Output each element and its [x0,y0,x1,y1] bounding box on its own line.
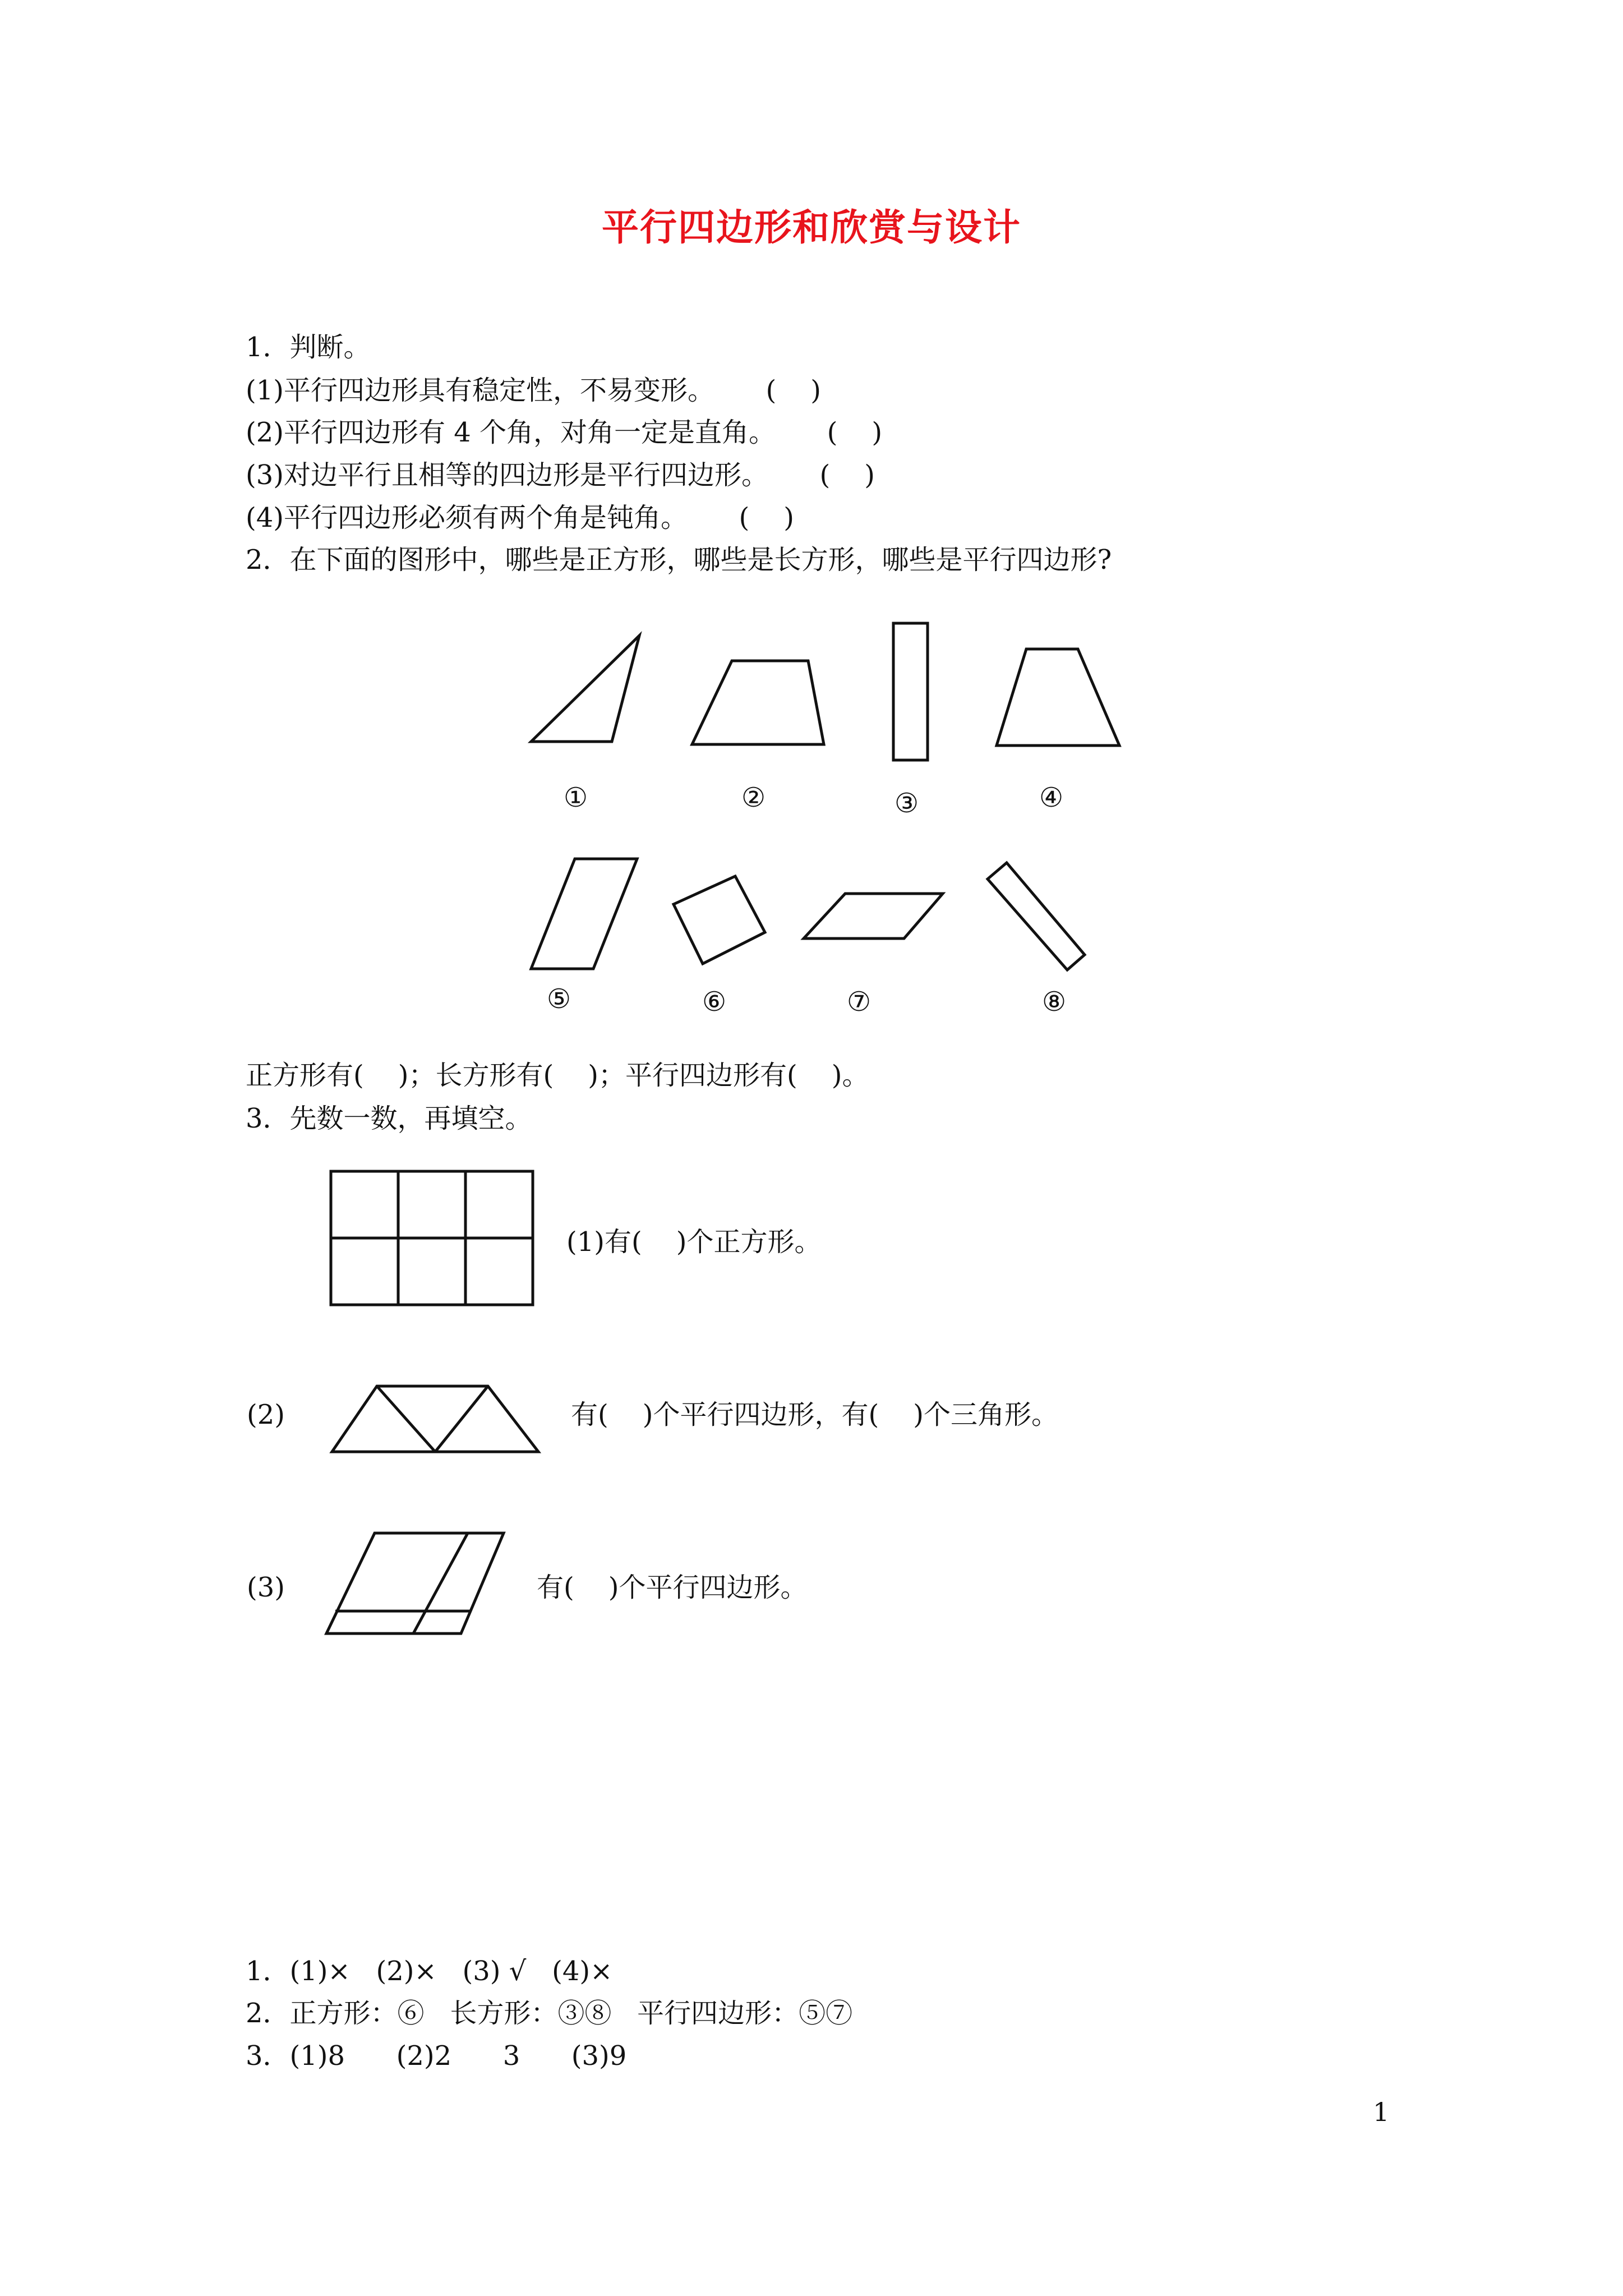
shape-label-2: ② [741,782,766,813]
q1-heading: 1．判断。 [246,332,371,363]
q2-heading: 2．在下面的图形中，哪些是正方形，哪些是长方形，哪些是平行四边形? [246,544,1112,576]
shape-label-1: ① [564,782,588,813]
page-number: 1 [1373,2097,1390,2127]
q3-sub3: 有( )个平行四边形。 [537,1572,808,1603]
shape-7-parallelogram [804,894,943,938]
q3-grid-figure [331,1171,533,1305]
q3-sub2: 有( )个平行四边形，有( )个三角形。 [571,1399,1058,1430]
q3-sub2-number: (2) [247,1399,285,1430]
q1-item-2: (2)平行四边形有 4 个角，对角一定是直角。 ( ) [246,417,883,448]
shape-3-tall-rectangle [893,623,928,760]
q2-fill-in: 正方形有( )；长方形有( )；平行四边形有( )。 [246,1060,869,1091]
shape-label-4: ④ [1039,782,1064,813]
shape-label-3: ③ [895,788,919,819]
q3-sub1: (1)有( )个正方形。 [566,1226,822,1258]
q3-heading: 3．先数一数，再填空。 [246,1103,532,1134]
q1-item-4: (4)平行四边形必须有两个角是钝角。 ( ) [246,502,795,533]
page-title: 平行四边形和欣赏与设计 [602,205,1021,249]
q3-sub3-number: (3) [247,1572,285,1603]
shape-label-6: ⑥ [702,986,727,1018]
q3-trapezoid-figure [332,1386,538,1452]
answer-line-2: 2．正方形：⑥ 长方形：③⑧ 平行四边形：⑤⑦ [246,1998,853,2029]
shape-label-7: ⑦ [847,986,872,1018]
q1-item-1: (1)平行四边形具有稳定性，不易变形。 ( ) [246,375,822,406]
answer-line-1: 1．(1)× (2)× (3) √ (4)× [246,1955,613,1987]
shape-5-parallelogram [531,859,637,969]
shape-6-square [674,876,765,964]
q3-parallelogram-figure [326,1533,504,1634]
q1-item-3: (3)对边平行且相等的四边形是平行四边形。 ( ) [246,459,875,491]
shape-2-trapezoid [692,661,824,744]
shape-4-trapezoid [997,649,1119,746]
answer-line-3: 3．(1)8 (2)2 3 (3)9 [246,2040,627,2072]
shape-1-triangle [531,636,639,742]
shape-label-8: ⑧ [1042,986,1067,1018]
shape-8-tilted-rectangle [988,863,1085,970]
shape-label-5: ⑤ [547,983,571,1015]
